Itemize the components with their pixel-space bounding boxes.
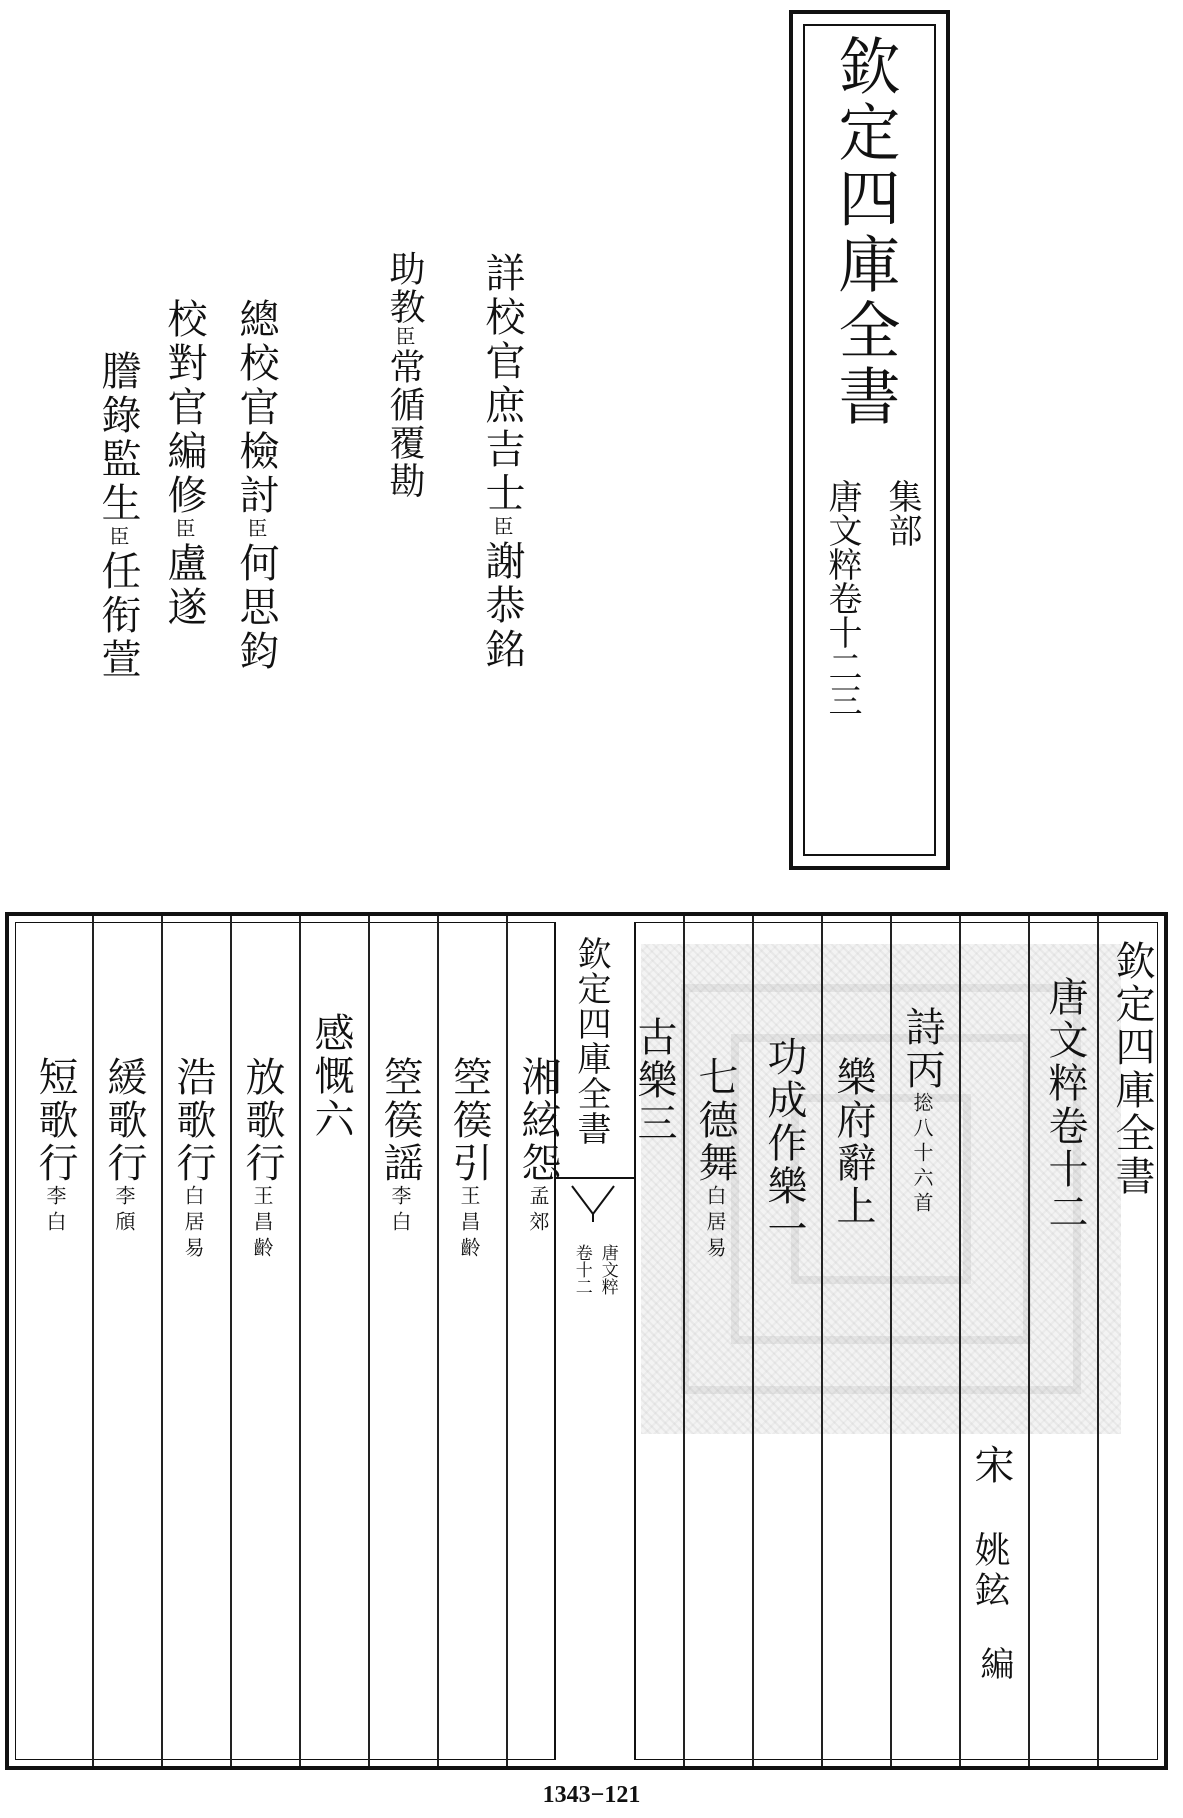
column-rule [437,916,439,1766]
credit-proofreader-title: 詳校官庶吉士 [479,252,525,516]
column-rule [368,916,370,1766]
category-note: 捴八十六首 [910,1092,934,1217]
credit-checker-name: 盧遂 [161,542,207,630]
entry-title: 箜篌謡 [377,1056,423,1185]
column-rule [92,916,94,1766]
subcategory-title: 樂府辭上 [830,1056,876,1228]
column-rule [1028,916,1030,1766]
fold-volume-a: 唐文粹 [597,1244,618,1295]
page-header-title: 欽定四庫全書 [1109,940,1155,1198]
section-heading-title: 功成作樂一 [761,1036,807,1251]
column-rule [299,916,301,1766]
entry-title: 感慨六 [308,1012,354,1141]
book-title: 欽定四庫全書 [828,34,901,430]
column-rule [683,916,685,1766]
page-volume-title: 唐文粹卷十二 [1042,976,1088,1234]
credit-copyist-name: 任衔萱 [95,550,141,682]
column-rule [959,916,961,1766]
column-rule [821,916,823,1766]
credit-copyist [95,350,141,682]
fold-volume-b: 卷十二 [571,1244,592,1295]
section-label: 集部 [882,479,922,547]
credit-checker [161,298,207,630]
credit-copyist-title: 謄錄監生 [95,350,141,526]
column-rule [752,916,754,1766]
entry-title: 短歌行 [32,1056,78,1185]
entry-title: 放歌行 [239,1056,285,1185]
entry-title: 七德舞 [692,1056,738,1185]
list-item [692,1056,738,1263]
entry-author: 孟郊 [526,1185,550,1237]
editor-role: 編 [974,1646,1014,1680]
list-item [446,1056,492,1263]
credit-chief-title: 總校官檢討 [233,298,279,518]
category-title: 詩丙 [899,1006,945,1092]
credit-checker-rank: 臣 [172,518,196,542]
credit-chief [233,298,279,674]
subcategory [830,1056,876,1228]
entry-title: 浩歌行 [170,1056,216,1185]
credit-checker-title: 校對官編修 [161,298,207,518]
list-item [32,1056,78,1237]
list-item [101,1056,147,1237]
entry-author: 李白 [388,1185,412,1237]
credit-proofreader [479,252,525,672]
entry-title: 緩歌行 [101,1056,147,1185]
credit-assistant-rank: 臣 [392,326,416,348]
center-fold [554,922,636,1760]
entry-author: 王昌齡 [457,1185,481,1263]
column-rule [890,916,892,1766]
title-label [789,10,950,870]
fold-rule [556,1177,634,1179]
page-number: 1343−121 [542,1782,641,1808]
credit-assistant-title: 助教 [384,250,425,326]
section-heading [761,1036,807,1251]
fold-title: 欽定四庫全書 [571,936,611,1146]
list-item [170,1056,216,1263]
credit-chief-rank: 臣 [244,518,268,542]
list-item [308,1012,354,1141]
entry-author: 王昌齡 [250,1185,274,1263]
entry-author: 白居易 [703,1185,727,1263]
fish-tail-mark-icon [570,1184,616,1224]
credit-proofreader-name: 謝恭銘 [479,540,525,672]
entry-author: 白居易 [181,1185,205,1263]
credit-assistant-name: 常循覆勘 [384,348,425,500]
credit-assistant [384,250,425,500]
column-rule [161,916,163,1766]
entry-title: 古樂三 [631,1016,677,1145]
list-item [377,1056,423,1237]
entry-author: 李白 [43,1185,67,1237]
column-rule [230,916,232,1766]
column-rule [1097,916,1099,1766]
entry-title: 箜篌引 [446,1056,492,1185]
column-rule [506,916,508,1766]
credit-proofreader-rank: 臣 [490,516,514,540]
list-item [631,1016,677,1145]
editor-name: 姚鉉 [969,1531,1010,1611]
credit-chief-name: 何思鈞 [233,542,279,674]
text-page [5,912,1168,1770]
list-item [515,1056,561,1237]
volume-label: 唐文粹卷十二三 [822,479,862,717]
editor-dynasty: 宋 [968,1444,1014,1484]
category [899,1006,945,1217]
entry-title: 湘絃怨 [515,1056,561,1185]
list-item [239,1056,285,1263]
entry-author: 李頎 [112,1185,136,1237]
credit-copyist-rank: 臣 [106,526,130,550]
